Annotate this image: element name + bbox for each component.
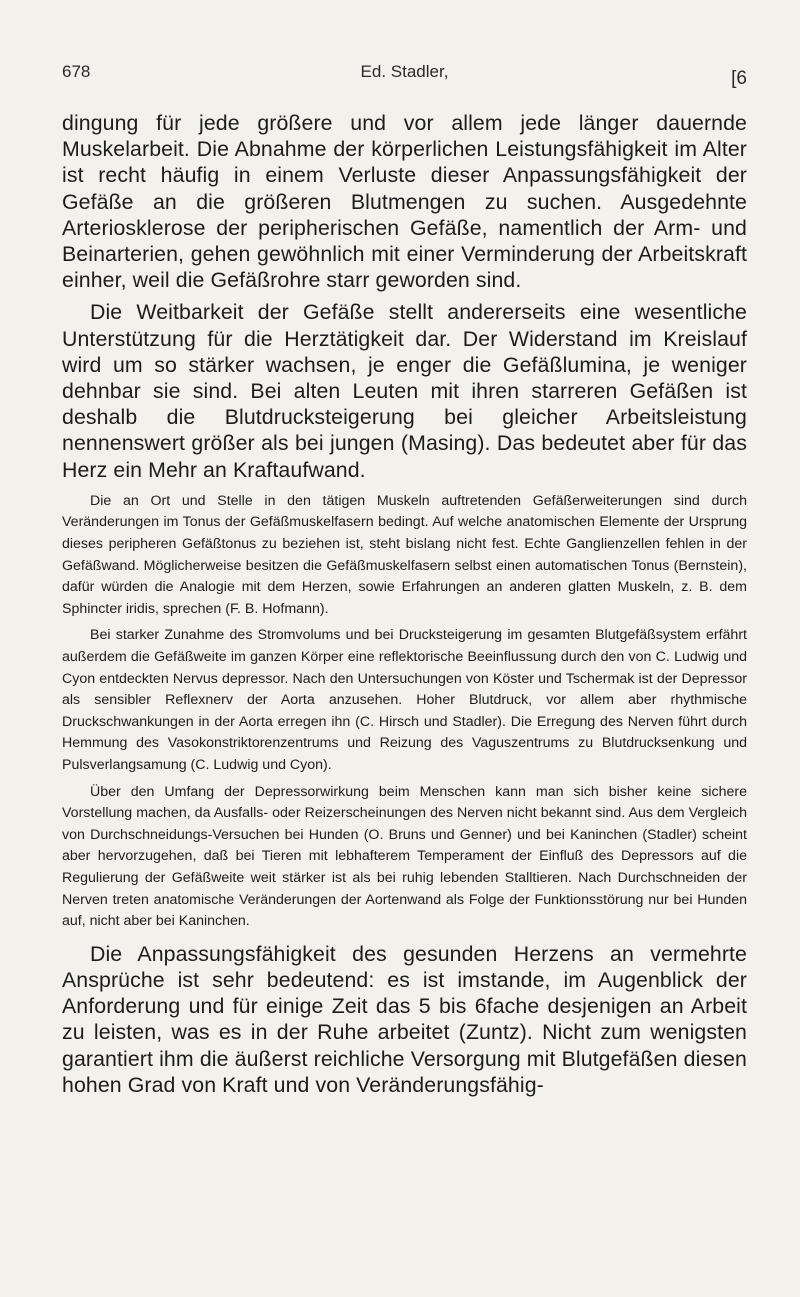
paragraph-continued: dingung für jede größere und vor allem jede länger dauernde Muskelarbeit. Die Abnahme der körperlichen Leistungsfähigkeit im Alter ist recht häufig in einem Verluste dieser Anpassungsfähigkeit der Gefäße an die größeren Blutmengen zu suchen. Ausgedehnte Arteriosklerose der peripherischen Gefäße, namentlich der Arm- und Beinarterien, gehen gewöhnlich mit einer Verminderung der Arbeitskraft einher, weil die Gefäßrohre starr geworden sind.	[62, 111, 747, 293]
page-header	[62, 62, 747, 92]
running-title: Ed. Stadler,	[360, 62, 449, 81]
paragraph-small-depressor-effect: Über den Umfang der Depressorwirkung beim Menschen kann man sich bisher keine sichere Vorstellung machen, da Ausfalls- oder Reizerscheinungen des Nerven nicht bekannt sind. Aus dem Vergleich von Durchschneidungs-Versuchen bei Hunden (O. Bruns und Genner) und bei Kaninchen (Stadler) scheint aber hervorzugehen, daß bei Tieren mit lebhafterem Temperament der Einfluß des Depressors auf die Regulierung der Gefäßweite weit stärker ist als bei ruhig lebenden Stalltieren. Nach Durchschneiden der Nerven treten anatomische Veränderungen der Aortenwand als Folge der Funktionsstörung nur bei Hunden auf, nicht aber bei Kaninchen.	[62, 783, 747, 930]
paragraph-heart-adaptability: Die Anpassungsfähigkeit des gesunden Herzens an vermehrte Ansprüche ist sehr bedeutend: es ist imstande, im Augenblick der Anforderung und für einige Zeit das 5 bis 6fache desjenigen an Arbeit zu leisten, was es in der Ruhe arbeitet (Zuntz). Nicht zum wenigsten garantiert ihm die äußerst reichliche Versorgung mit Blutgefäßen diesen hohen Grad von Kraft und von Veränderungsfähig-	[62, 941, 747, 1097]
paragraph-small-vessel-tonus: Die an Ort und Stelle in den tätigen Muskeln auftretenden Gefäßerweiterungen sind durch Veränderungen im Tonus der Gefäßmuskelfasern bedingt. Auf welche anatomischen Elemente der Ursprung dieses peripheren Gefäßtonus zu beziehen ist, steht bislang nicht fest. Echte Ganglienzellen fehlen in der Gefäßwand. Möglicherweise besitzen die Gefäßmuskelfasern selbst einen automatischen Tonus (Bernstein), dafür würden die Analogie mit dem Herzen, sowie Erfahrungen an anderen glatten Muskeln, z. B. dem Sphincter iridis, sprechen (F. B. Hofmann).	[62, 492, 747, 617]
paragraph-vessel-elasticity: Die Weitbarkeit der Gefäße stellt andererseits eine wesentliche Unterstützung für die Herztätigkeit dar. Der Widerstand im Kreislauf wird um so stärker wachsen, je enger die Gefäßlumina, je weniger dehnbar sie sind. Bei alten Leuten mit ihren starreren Gefäßen ist deshalb die Blutdrucksteigerung bei gleicher Arbeitsleistung nennenswert größer als bei jungen (Masing). Das bedeutet aber für das Herz ein Mehr an Kraftaufwand.	[62, 300, 747, 482]
page-number: 678	[62, 62, 91, 81]
section-mark: [6	[731, 68, 747, 89]
body-text	[62, 110, 747, 1098]
paragraph-small-depressor: Bei starker Zunahme des Stromvolums und bei Drucksteigerung im gesamten Blutgefäßsystem erfährt außerdem die Gefäßweite im ganzen Körper eine reflektorische Beeinflussung durch den von C. Ludwig und Cyon entdeckten Nervus depressor. Nach den Untersuchungen von Köster und Tschermak ist der Depressor als sensibler Reflexnerv der Aorta anzusehen. Hoher Blutdruck, vor allem aber rhythmische Druckschwankungen in der Aorta erregen ihn (C. Hirsch und Stadler). Die Erregung des Nerven führt durch Hemmung des Vasokonstriktorenzentrums und Reizung des Vaguszentrums zu Blutdrucksenkung und Pulsverlangsamung (C. Ludwig und Cyon).	[62, 627, 747, 773]
